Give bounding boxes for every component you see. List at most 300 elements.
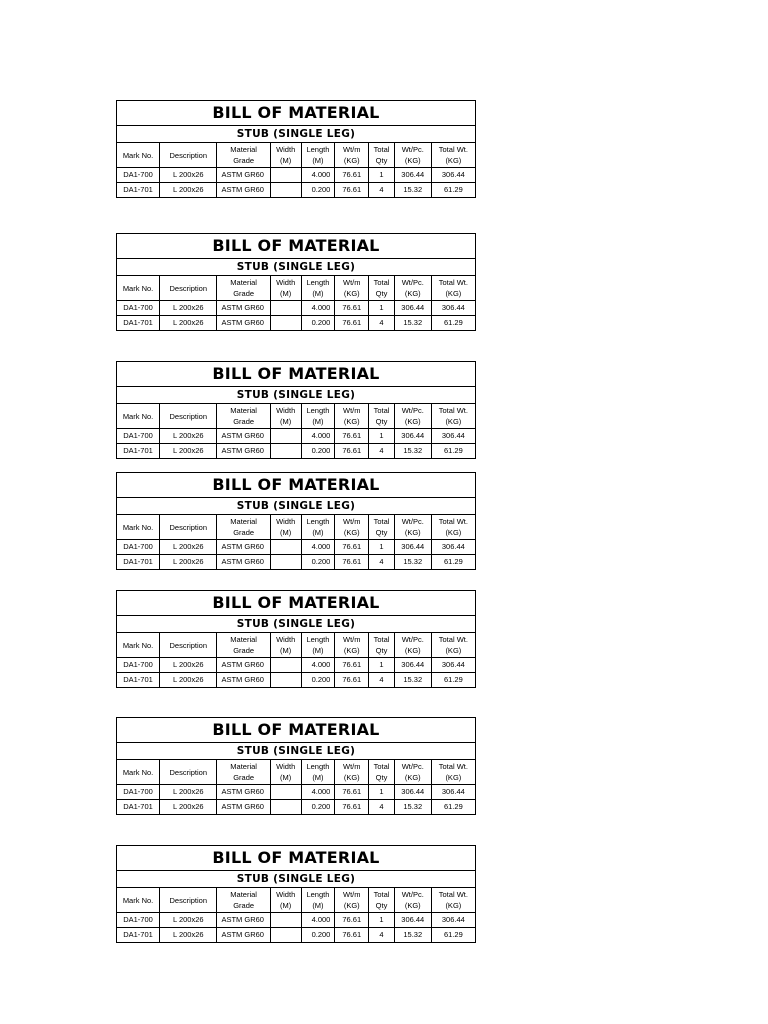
column-header	[335, 143, 369, 168]
column-header	[335, 760, 369, 785]
column-header-line: Total Wt.	[438, 517, 468, 526]
column-header	[301, 515, 335, 540]
column-header	[117, 515, 160, 540]
table-cell: 1	[369, 913, 395, 928]
table-cell: ASTM GR60	[217, 429, 270, 444]
column-header-line: (M)	[312, 773, 324, 782]
column-header-line: Grade	[233, 289, 255, 298]
column-header-line: Mark No.	[122, 283, 154, 293]
table-cell: 76.61	[335, 168, 369, 183]
table-cell: 15.32	[394, 316, 431, 331]
table-cell: 4	[369, 928, 395, 943]
column-header-line: Description	[169, 522, 208, 532]
table-cell: ASTM GR60	[217, 316, 270, 331]
column-header	[431, 888, 475, 913]
table-row	[117, 301, 476, 316]
bill-of-material-table	[116, 100, 476, 198]
table-cell: 76.61	[335, 183, 369, 198]
table-cell: 0.200	[301, 444, 335, 459]
table-cell: L 200x26	[160, 785, 217, 800]
table-cell: 15.32	[394, 673, 431, 688]
column-header-line: (KG)	[404, 773, 421, 782]
column-header-line: Grade	[233, 156, 255, 165]
table-cell: DA1-701	[117, 928, 160, 943]
column-header-line: (M)	[280, 156, 292, 165]
column-header-line: (KG)	[343, 156, 360, 165]
table-cell: DA1-700	[117, 429, 160, 444]
table-row	[117, 673, 476, 688]
column-header-line: Width	[276, 145, 296, 154]
table-cell: L 200x26	[160, 928, 217, 943]
table-cell: 1	[369, 168, 395, 183]
column-header-line: Wt/Pc.	[401, 762, 424, 771]
column-header-line: Total Wt.	[438, 278, 468, 287]
table-cell: 15.32	[394, 928, 431, 943]
table-cell: 76.61	[335, 429, 369, 444]
table-cell: 61.29	[431, 800, 475, 815]
table-cell: 61.29	[431, 555, 475, 570]
column-header	[369, 143, 395, 168]
table-cell: 306.44	[431, 301, 475, 316]
column-header	[369, 404, 395, 429]
table-cell	[270, 785, 301, 800]
table-cell: 76.61	[335, 301, 369, 316]
table-cell: 306.44	[431, 429, 475, 444]
table-cell: ASTM GR60	[217, 540, 270, 555]
column-header-line: Width	[276, 762, 296, 771]
table-cell: 61.29	[431, 316, 475, 331]
column-header-line: (KG)	[404, 417, 421, 426]
table-cell: 76.61	[335, 316, 369, 331]
bom-subtitle: STUB (SINGLE LEG)	[117, 616, 476, 633]
column-header-line: Total	[373, 517, 390, 526]
column-header-line: Total Wt.	[438, 890, 468, 899]
column-header-line: Mark No.	[122, 895, 154, 905]
column-header	[217, 760, 270, 785]
table-cell: 4	[369, 800, 395, 815]
column-header-line: Width	[276, 890, 296, 899]
column-header	[369, 888, 395, 913]
column-header	[431, 143, 475, 168]
column-header-line: Wt/m	[343, 890, 361, 899]
table-cell: 1	[369, 429, 395, 444]
table-cell: L 200x26	[160, 555, 217, 570]
column-header-line: (M)	[280, 417, 292, 426]
table-cell: ASTM GR60	[217, 913, 270, 928]
bom-subtitle: STUB (SINGLE LEG)	[117, 743, 476, 760]
table-cell	[270, 555, 301, 570]
column-header	[217, 143, 270, 168]
table-cell: DA1-701	[117, 555, 160, 570]
table-cell: ASTM GR60	[217, 301, 270, 316]
table-cell: 306.44	[394, 540, 431, 555]
table-cell	[270, 301, 301, 316]
column-header-line: Description	[169, 895, 208, 905]
column-header	[431, 276, 475, 301]
table-cell	[270, 183, 301, 198]
column-header-line: Wt/m	[343, 145, 361, 154]
table-row	[117, 555, 476, 570]
column-header	[217, 888, 270, 913]
bom-title: BILL OF MATERIAL	[117, 846, 476, 871]
column-header-line: Mark No.	[122, 522, 154, 532]
bom-title: BILL OF MATERIAL	[117, 473, 476, 498]
table-cell: L 200x26	[160, 316, 217, 331]
table-cell: 15.32	[394, 800, 431, 815]
column-header	[431, 633, 475, 658]
column-header-line: Description	[169, 640, 208, 650]
column-header	[431, 404, 475, 429]
column-header-line: Material	[230, 517, 257, 526]
bill-of-material-table	[116, 472, 476, 570]
table-cell: 76.61	[335, 913, 369, 928]
table-row	[117, 168, 476, 183]
column-header	[335, 515, 369, 540]
table-cell: DA1-700	[117, 168, 160, 183]
column-header-line: Wt/Pc.	[401, 517, 424, 526]
column-header	[117, 404, 160, 429]
column-header-line: Qty	[375, 156, 388, 165]
column-header-line: Qty	[375, 646, 388, 655]
column-header-line: Description	[169, 283, 208, 293]
column-header-line: (M)	[280, 901, 292, 910]
table-cell: 306.44	[394, 785, 431, 800]
column-header-line: Material	[230, 635, 257, 644]
table-cell: 306.44	[394, 429, 431, 444]
column-header-line: Width	[276, 635, 296, 644]
column-header	[160, 276, 217, 301]
table-cell	[270, 540, 301, 555]
table-cell: 306.44	[431, 540, 475, 555]
table-cell: 15.32	[394, 183, 431, 198]
table-cell	[270, 444, 301, 459]
column-header	[369, 515, 395, 540]
column-header	[270, 633, 301, 658]
table-cell: ASTM GR60	[217, 444, 270, 459]
table-cell: 0.200	[301, 928, 335, 943]
table-cell: 4.000	[301, 429, 335, 444]
column-header-line: Qty	[375, 773, 388, 782]
table-cell: DA1-701	[117, 183, 160, 198]
table-cell: DA1-701	[117, 800, 160, 815]
table-cell: 61.29	[431, 183, 475, 198]
table-cell: 306.44	[394, 301, 431, 316]
column-header-line: Total	[373, 406, 390, 415]
table-row	[117, 540, 476, 555]
table-cell	[270, 429, 301, 444]
column-header	[217, 515, 270, 540]
table-row	[117, 785, 476, 800]
column-header	[394, 276, 431, 301]
column-header-line: (KG)	[445, 773, 462, 782]
table-cell: 15.32	[394, 555, 431, 570]
column-header	[369, 633, 395, 658]
column-header-line: (M)	[312, 646, 324, 655]
column-header	[301, 633, 335, 658]
column-header-line: Mark No.	[122, 411, 154, 421]
table-cell: DA1-700	[117, 301, 160, 316]
bill-of-material-table	[116, 717, 476, 815]
column-header-line: Grade	[233, 773, 255, 782]
column-header-line: Material	[230, 406, 257, 415]
column-header	[301, 888, 335, 913]
table-cell: 306.44	[394, 168, 431, 183]
column-header-line: Wt/Pc.	[401, 406, 424, 415]
column-header	[160, 515, 217, 540]
table-cell: 76.61	[335, 555, 369, 570]
column-header-line: (KG)	[343, 773, 360, 782]
column-header-line: Wt/m	[343, 278, 361, 287]
column-header-line: Qty	[375, 289, 388, 298]
table-cell: 4.000	[301, 540, 335, 555]
table-row	[117, 928, 476, 943]
column-header	[431, 760, 475, 785]
table-cell: 76.61	[335, 673, 369, 688]
column-header-line: (KG)	[445, 156, 462, 165]
column-header-line: Wt/m	[343, 517, 361, 526]
column-header-line: (KG)	[343, 901, 360, 910]
column-header-line: Length	[306, 145, 330, 154]
column-header	[335, 404, 369, 429]
table-cell	[270, 673, 301, 688]
column-header-line: Width	[276, 406, 296, 415]
table-cell: 1	[369, 785, 395, 800]
table-cell: 76.61	[335, 444, 369, 459]
table-cell: ASTM GR60	[217, 658, 270, 673]
table-cell: 0.200	[301, 183, 335, 198]
column-header	[394, 760, 431, 785]
column-header	[301, 143, 335, 168]
column-header	[217, 633, 270, 658]
column-header-line: Total Wt.	[438, 635, 468, 644]
table-cell: DA1-701	[117, 444, 160, 459]
table-row	[117, 183, 476, 198]
table-cell: 15.32	[394, 444, 431, 459]
table-cell: DA1-701	[117, 673, 160, 688]
table-cell: 4	[369, 673, 395, 688]
table-cell: 1	[369, 301, 395, 316]
column-header-line: Total Wt.	[438, 406, 468, 415]
table-cell	[270, 168, 301, 183]
column-header-line: Material	[230, 278, 257, 287]
column-header	[117, 143, 160, 168]
table-cell	[270, 658, 301, 673]
column-header	[369, 276, 395, 301]
table-cell: L 200x26	[160, 673, 217, 688]
column-header	[117, 760, 160, 785]
table-cell: 0.200	[301, 316, 335, 331]
table-cell: 4.000	[301, 301, 335, 316]
column-header-line: Description	[169, 411, 208, 421]
column-header	[270, 143, 301, 168]
bom-title: BILL OF MATERIAL	[117, 591, 476, 616]
column-header-line: (KG)	[404, 156, 421, 165]
column-header-line: Length	[306, 635, 330, 644]
column-header-line: Total	[373, 278, 390, 287]
column-header	[270, 404, 301, 429]
column-header-line: Length	[306, 762, 330, 771]
column-header-line: Grade	[233, 646, 255, 655]
table-cell: 4	[369, 316, 395, 331]
table-cell: DA1-700	[117, 540, 160, 555]
column-header	[301, 760, 335, 785]
table-cell: L 200x26	[160, 913, 217, 928]
table-cell: ASTM GR60	[217, 928, 270, 943]
column-header-line: (M)	[280, 773, 292, 782]
table-cell	[270, 316, 301, 331]
column-header-line: Wt/Pc.	[401, 890, 424, 899]
column-header-line: (KG)	[445, 646, 462, 655]
column-header-line: (KG)	[445, 289, 462, 298]
column-header-line: (KG)	[404, 646, 421, 655]
column-header-line: (KG)	[445, 528, 462, 537]
column-header-line: Total Wt.	[438, 762, 468, 771]
column-header-line: Grade	[233, 901, 255, 910]
column-header-line: Mark No.	[122, 150, 154, 160]
table-cell: ASTM GR60	[217, 183, 270, 198]
column-header-line: Total Wt.	[438, 145, 468, 154]
table-cell: 1	[369, 540, 395, 555]
bom-title: BILL OF MATERIAL	[117, 362, 476, 387]
column-header-line: Wt/m	[343, 406, 361, 415]
column-header-line: (M)	[280, 528, 292, 537]
table-cell: 4.000	[301, 658, 335, 673]
column-header	[270, 515, 301, 540]
column-header	[394, 143, 431, 168]
table-cell: 76.61	[335, 928, 369, 943]
table-cell	[270, 800, 301, 815]
table-cell: DA1-701	[117, 316, 160, 331]
column-header	[335, 633, 369, 658]
column-header-line: (M)	[312, 156, 324, 165]
column-header	[369, 760, 395, 785]
column-header-line: Length	[306, 890, 330, 899]
column-header	[270, 760, 301, 785]
column-header-line: Qty	[375, 528, 388, 537]
table-row	[117, 429, 476, 444]
table-cell: 306.44	[394, 913, 431, 928]
bom-subtitle: STUB (SINGLE LEG)	[117, 387, 476, 404]
table-cell: 76.61	[335, 785, 369, 800]
table-cell: DA1-700	[117, 913, 160, 928]
bill-of-material-table	[116, 845, 476, 943]
column-header-line: Qty	[375, 417, 388, 426]
column-header	[160, 143, 217, 168]
column-header	[160, 888, 217, 913]
column-header-line: (KG)	[445, 417, 462, 426]
bom-subtitle: STUB (SINGLE LEG)	[117, 259, 476, 276]
column-header	[160, 760, 217, 785]
column-header-line: (M)	[312, 289, 324, 298]
table-cell: ASTM GR60	[217, 555, 270, 570]
table-cell: ASTM GR60	[217, 785, 270, 800]
table-row	[117, 658, 476, 673]
column-header-line: Length	[306, 278, 330, 287]
column-header	[270, 276, 301, 301]
column-header-line: (M)	[312, 528, 324, 537]
column-header-line: Total	[373, 762, 390, 771]
column-header	[394, 404, 431, 429]
table-cell: L 200x26	[160, 444, 217, 459]
column-header-line: Wt/Pc.	[401, 145, 424, 154]
column-header-line: Total	[373, 145, 390, 154]
column-header-line: Description	[169, 767, 208, 777]
column-header-line: Description	[169, 150, 208, 160]
column-header-line: Material	[230, 890, 257, 899]
column-header-line: Mark No.	[122, 767, 154, 777]
table-cell: 76.61	[335, 658, 369, 673]
column-header-line: Width	[276, 278, 296, 287]
column-header	[301, 404, 335, 429]
column-header	[335, 888, 369, 913]
bill-of-material-table	[116, 361, 476, 459]
table-cell: 0.200	[301, 555, 335, 570]
table-cell: 61.29	[431, 928, 475, 943]
column-header-line: Total	[373, 635, 390, 644]
column-header	[117, 633, 160, 658]
table-cell: L 200x26	[160, 658, 217, 673]
bom-title: BILL OF MATERIAL	[117, 234, 476, 259]
table-cell: 0.200	[301, 673, 335, 688]
table-cell: L 200x26	[160, 301, 217, 316]
column-header-line: (M)	[280, 289, 292, 298]
table-row	[117, 316, 476, 331]
table-cell: 0.200	[301, 800, 335, 815]
column-header-line: (KG)	[404, 528, 421, 537]
column-header-line: (M)	[312, 901, 324, 910]
column-header-line: Length	[306, 517, 330, 526]
column-header-line: Wt/Pc.	[401, 635, 424, 644]
column-header-line: (KG)	[343, 528, 360, 537]
table-cell: 306.44	[431, 168, 475, 183]
column-header-line: Grade	[233, 417, 255, 426]
table-cell: ASTM GR60	[217, 168, 270, 183]
column-header-line: Wt/Pc.	[401, 278, 424, 287]
bom-title: BILL OF MATERIAL	[117, 718, 476, 743]
column-header	[335, 276, 369, 301]
bom-subtitle: STUB (SINGLE LEG)	[117, 126, 476, 143]
bill-of-material-table	[116, 233, 476, 331]
table-cell	[270, 928, 301, 943]
table-row	[117, 800, 476, 815]
column-header	[301, 276, 335, 301]
table-cell: 306.44	[394, 658, 431, 673]
column-header	[117, 888, 160, 913]
column-header-line: (KG)	[343, 417, 360, 426]
table-cell	[270, 913, 301, 928]
column-header-line: Width	[276, 517, 296, 526]
column-header	[217, 404, 270, 429]
column-header-line: Length	[306, 406, 330, 415]
column-header-line: (M)	[280, 646, 292, 655]
bom-subtitle: STUB (SINGLE LEG)	[117, 871, 476, 888]
table-cell: 306.44	[431, 913, 475, 928]
column-header-line: (KG)	[404, 289, 421, 298]
column-header-line: (KG)	[343, 289, 360, 298]
table-cell: 1	[369, 658, 395, 673]
table-cell: ASTM GR60	[217, 800, 270, 815]
column-header-line: Wt/m	[343, 635, 361, 644]
column-header-line: Wt/m	[343, 762, 361, 771]
table-cell: L 200x26	[160, 429, 217, 444]
column-header	[270, 888, 301, 913]
table-cell: ASTM GR60	[217, 673, 270, 688]
column-header-line: (M)	[312, 417, 324, 426]
table-cell: 4	[369, 555, 395, 570]
column-header	[394, 633, 431, 658]
column-header-line: (KG)	[404, 901, 421, 910]
column-header	[394, 888, 431, 913]
